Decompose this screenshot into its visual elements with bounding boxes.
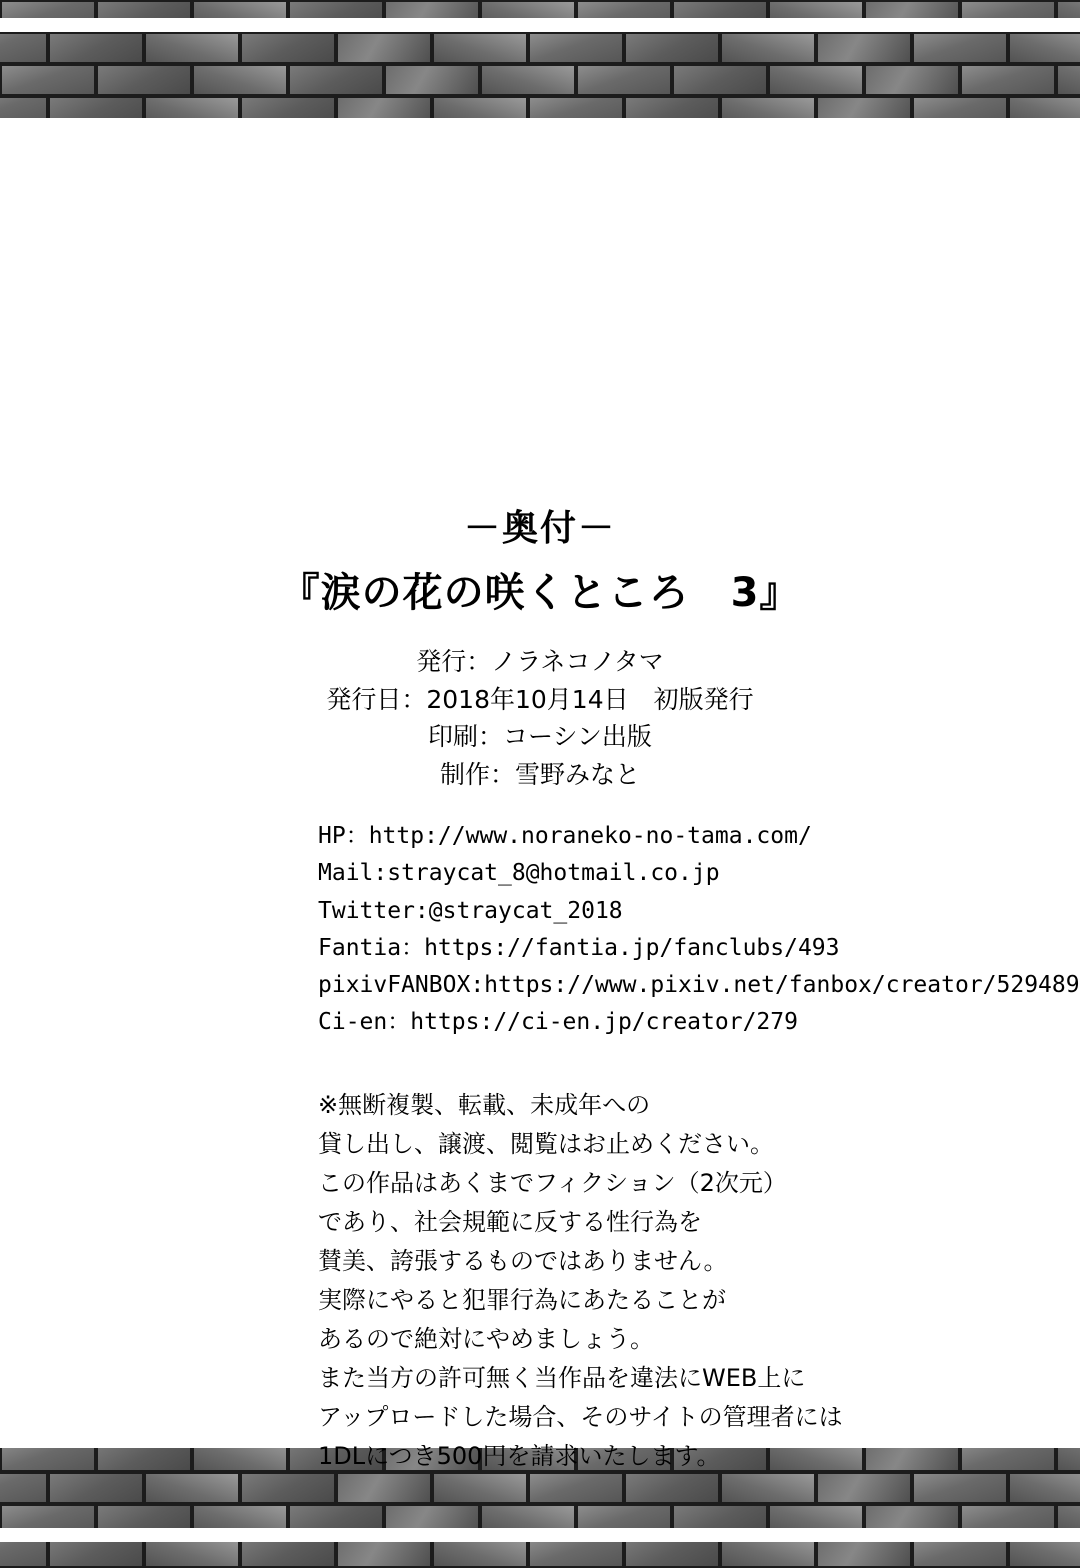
brick xyxy=(864,64,960,96)
brick-row xyxy=(0,32,1080,64)
credit-publisher: 発行：ノラネコノタマ xyxy=(416,647,664,676)
brick xyxy=(384,64,480,96)
brick-band-top xyxy=(0,0,1080,128)
notice-line: 実際にやると犯罪行為にあたることが xyxy=(318,1286,726,1315)
brick xyxy=(720,32,816,64)
brick xyxy=(816,32,912,64)
brick-row xyxy=(0,64,1080,96)
brick xyxy=(480,64,576,96)
brick xyxy=(240,32,336,64)
brick xyxy=(144,1472,240,1504)
link-pixiv-fanbox[interactable]: pixivFANBOX:https://www.pixiv.net/fanbox/creator/529489 xyxy=(318,972,1080,998)
brick xyxy=(336,32,432,64)
credit-publish-date: 発行日：2018年10月14日 初版発行 xyxy=(326,684,754,714)
brick xyxy=(144,32,240,64)
brick xyxy=(288,64,384,96)
links-block xyxy=(0,818,1080,1042)
brick xyxy=(1056,64,1080,96)
book-title: 『涙の花の咲くところ 3』 xyxy=(279,570,801,616)
credit-production: 制作：雪野みなと xyxy=(439,759,640,789)
notice-line: ※無断複製、転載、未成年への xyxy=(318,1090,651,1119)
link-twitter[interactable]: Twitter:@straycat_2018 xyxy=(318,897,623,924)
notice-line: 貸し出し、譲渡、閲覧はお止めください。 xyxy=(318,1129,774,1158)
link-hp[interactable]: HP：http://www.noraneko-no-tama.com/ xyxy=(318,823,812,849)
band-gap xyxy=(0,118,1080,128)
brick xyxy=(528,32,624,64)
brick xyxy=(672,64,768,96)
band-gap xyxy=(0,1528,1080,1542)
brick xyxy=(1008,32,1080,64)
brick xyxy=(96,64,192,96)
link-fantia[interactable]: Fantia：https://fantia.jp/fanclubs/493 xyxy=(318,934,840,961)
brick xyxy=(624,1472,720,1504)
colophon xyxy=(0,500,1080,1477)
brick xyxy=(624,32,720,64)
notice-line: アップロードした場合、そのサイトの管理者には xyxy=(318,1403,843,1432)
band-gap xyxy=(0,18,1080,32)
brick xyxy=(912,1472,1008,1504)
brick xyxy=(912,32,1008,64)
brick xyxy=(528,1472,624,1504)
brick xyxy=(768,64,864,96)
notice-block xyxy=(0,1086,1080,1477)
notice-line: この作品はあくまでフィクション（2次元） xyxy=(318,1168,787,1197)
notice-line: であり、社会規範に反する性行為を xyxy=(318,1207,702,1236)
link-mail[interactable]: Mail:straycat_8@hotmail.co.jp xyxy=(318,860,720,887)
brick-row xyxy=(0,1472,1080,1504)
brick xyxy=(0,1472,48,1504)
brick xyxy=(48,32,144,64)
brick xyxy=(240,1472,336,1504)
brick xyxy=(576,64,672,96)
brick xyxy=(432,32,528,64)
brick xyxy=(960,64,1056,96)
brick xyxy=(1008,1472,1080,1504)
link-ci-en[interactable]: Ci-en：https://ci-en.jp/creator/279 xyxy=(318,1009,798,1036)
notice-line: あるので絶対にやめましょう。 xyxy=(318,1325,654,1354)
brick xyxy=(816,1472,912,1504)
page-heading: －奥付－ xyxy=(463,508,616,549)
brick xyxy=(48,1472,144,1504)
notice-line: 1DLにつき500円を請求いたします。 xyxy=(318,1442,721,1471)
notice-line: また当方の許可無く当作品を違法にWEB上に xyxy=(318,1364,806,1393)
brick xyxy=(0,64,96,96)
brick xyxy=(432,1472,528,1504)
brick xyxy=(192,64,288,96)
brick xyxy=(720,1472,816,1504)
credit-printer: 印刷：コーシン出版 xyxy=(428,722,652,751)
notice-line: 賛美、誇張するものではありません。 xyxy=(318,1246,728,1275)
credits-block xyxy=(0,644,1080,792)
brick xyxy=(0,32,48,64)
brick xyxy=(336,1472,432,1504)
